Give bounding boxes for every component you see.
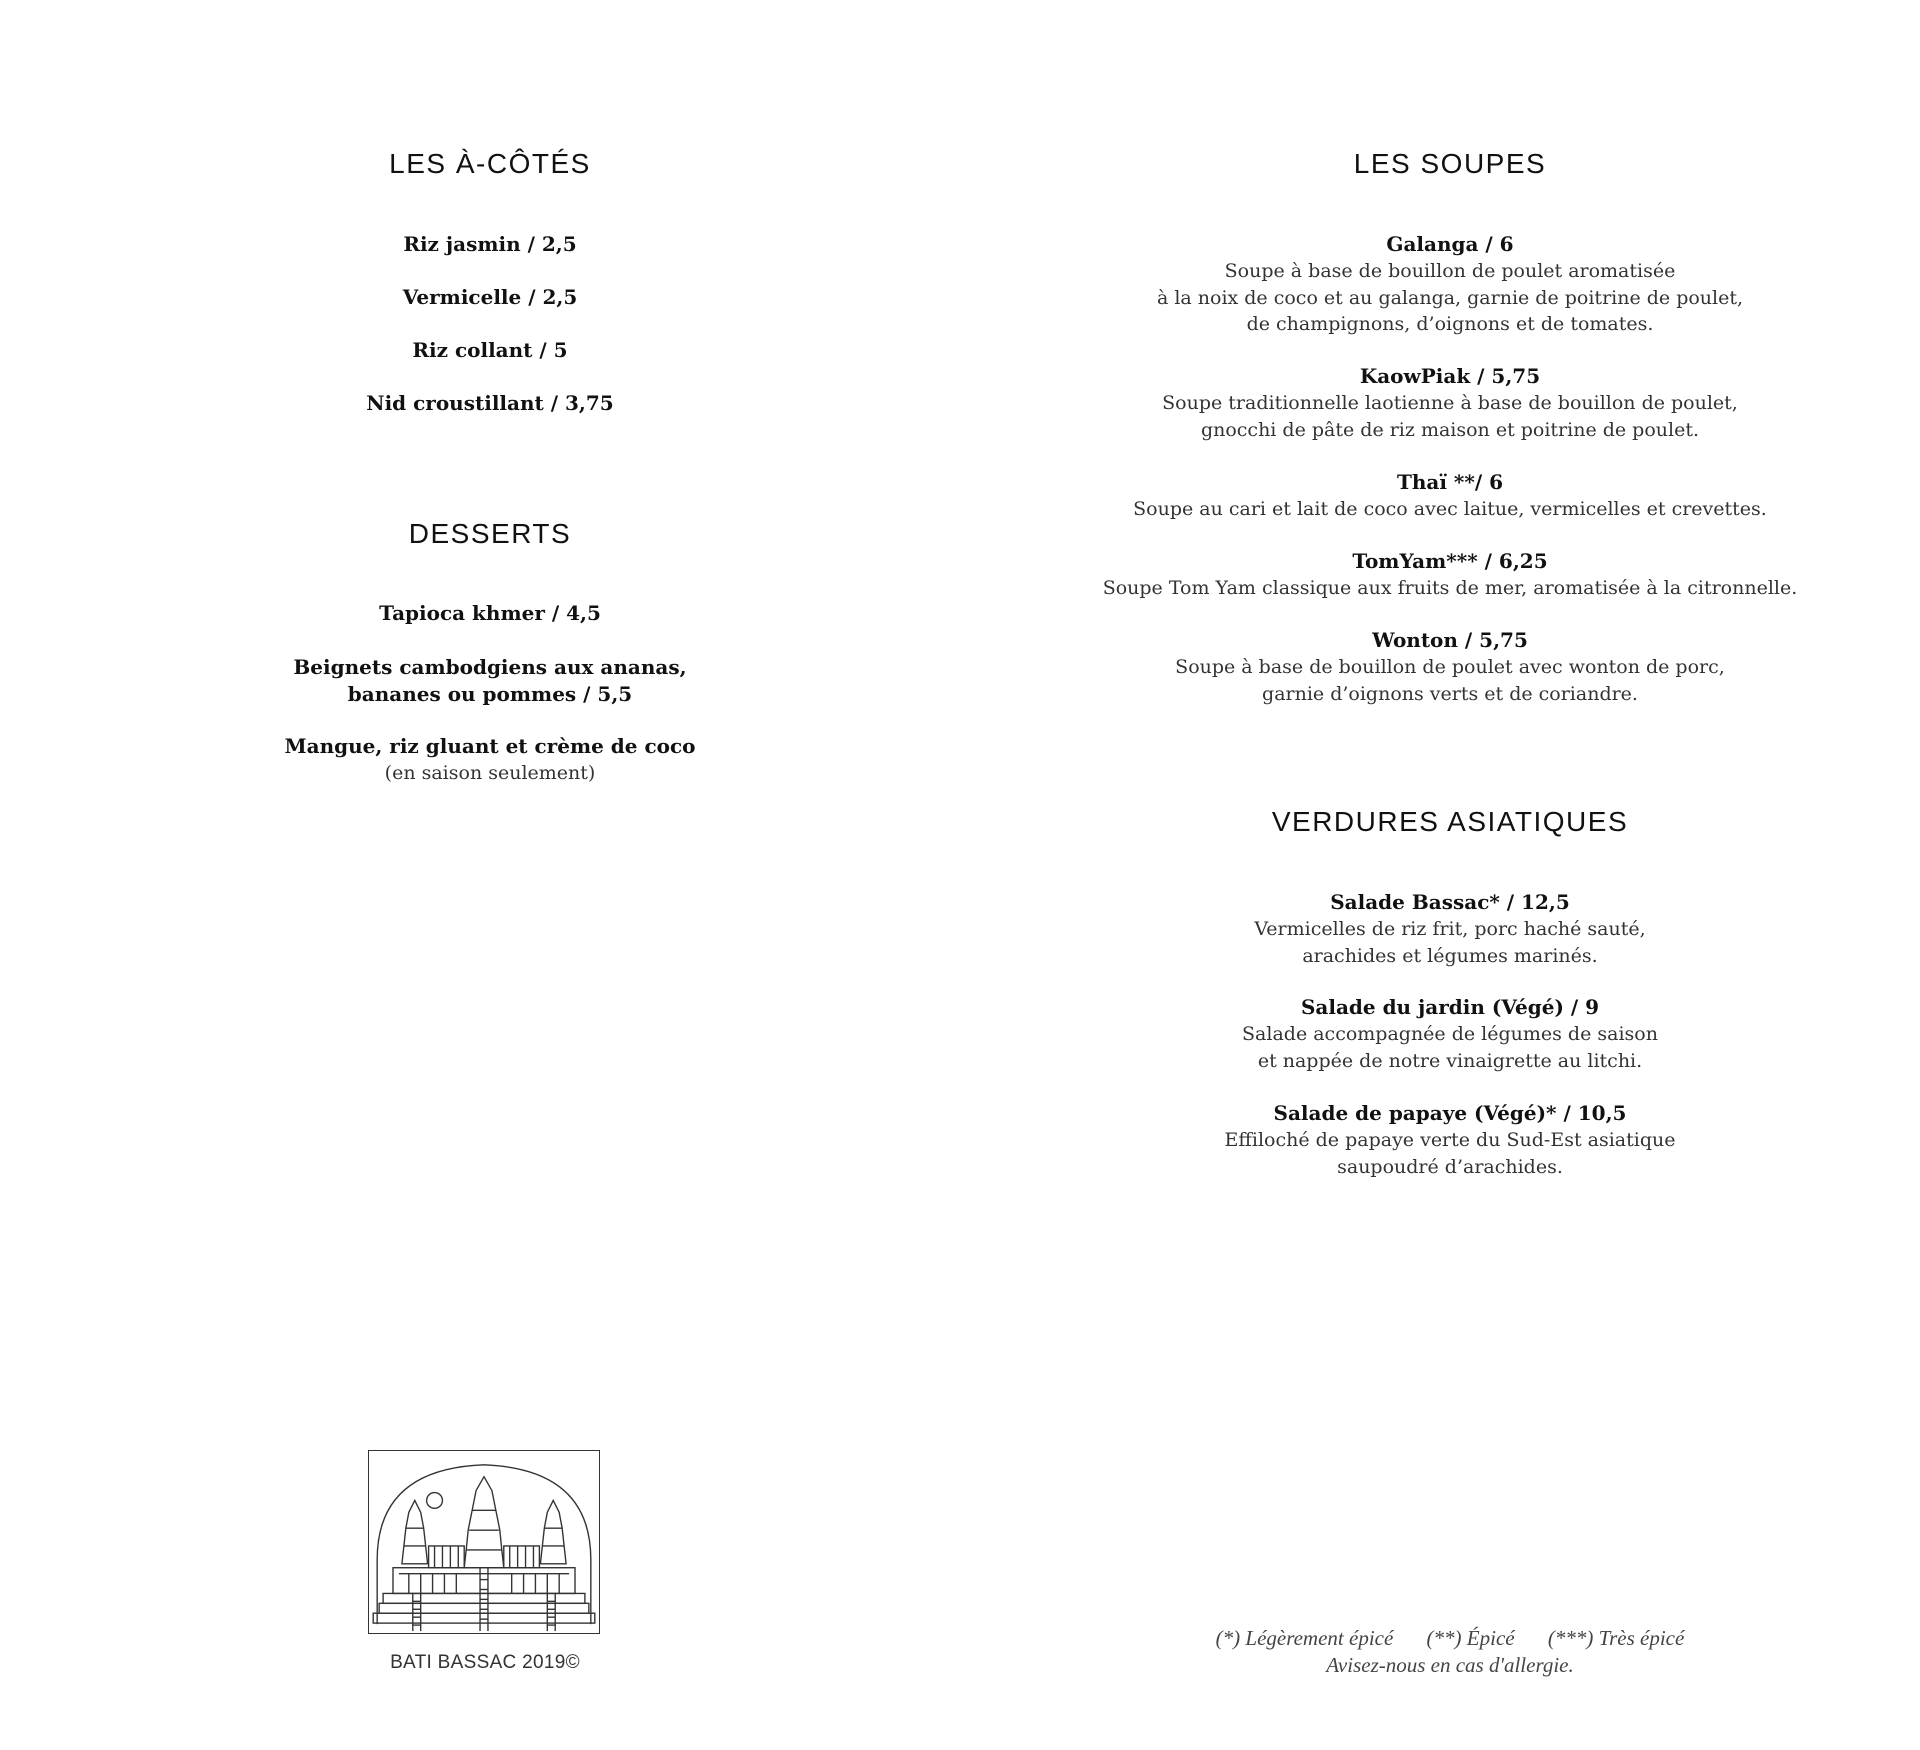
menu-item-name: Nid croustillant / 3,75 bbox=[366, 391, 614, 415]
menu-item-description: et nappée de notre vinaigrette au litchi. bbox=[1257, 1049, 1643, 1072]
menu-item-name: Mangue, riz gluant et crème de coco bbox=[284, 734, 696, 758]
menu-item-description: Soupe à base de bouillon de poulet avec wonton de porc, bbox=[1175, 656, 1725, 678]
menu-item-description: Soupe traditionnelle laotienne à base de bouillon de poulet, bbox=[1162, 392, 1738, 414]
menu-item-description: gnocchi de pâte de riz maison et poitrine de poulet. bbox=[1200, 418, 1700, 441]
menu-item-name: Salade de papaye (Végé)* / 10,5 bbox=[1273, 1101, 1627, 1125]
menu-item-description: Soupe au cari et lait de coco avec laitue, vermicelles et crevettes. bbox=[1133, 498, 1767, 520]
menu-item-name: bananes ou pommes / 5,5 bbox=[347, 682, 633, 706]
menu-item bbox=[1080, 889, 1820, 969]
menu-item bbox=[180, 337, 800, 364]
menu-item-description: de champignons, d’oignons et de tomates. bbox=[1246, 313, 1654, 335]
menu-item-description: Soupe à base de bouillon de poulet aromatisée bbox=[1224, 260, 1676, 282]
menu-item bbox=[1080, 627, 1820, 707]
menu-item-description: garnie d’oignons verts et de coriandre. bbox=[1262, 682, 1638, 705]
accompaniments-title: LES À-CÔTÉS bbox=[389, 148, 591, 179]
allergy-note: Avisez-nous en cas d'allergie. bbox=[1326, 1653, 1574, 1677]
menu-item-name: Vermicelle / 2,5 bbox=[402, 285, 578, 309]
soups-title: LES SOUPES bbox=[1353, 148, 1547, 179]
desserts-title: DESSERTS bbox=[408, 518, 572, 549]
menu-item bbox=[180, 284, 800, 311]
menu-item-description: à la noix de coco et au galanga, garnie de poitrine de poulet, bbox=[1156, 286, 1744, 309]
menu-item bbox=[1080, 994, 1820, 1074]
menu-item-description: Vermicelles de riz frit, porc haché sauté, bbox=[1254, 918, 1646, 940]
menu-item-name: Beignets cambodgiens aux ananas, bbox=[293, 655, 687, 679]
menu-item bbox=[180, 733, 800, 787]
menu-item-name: Thaï **/ 6 bbox=[1396, 470, 1504, 494]
copyright-text: BATI BASSAC 2019© bbox=[390, 1652, 580, 1673]
menu-item-name: Riz jasmin / 2,5 bbox=[403, 232, 577, 256]
menu-item bbox=[1080, 548, 1820, 602]
temple-logo-icon bbox=[368, 1450, 600, 1634]
greens-section bbox=[1080, 805, 1820, 839]
menu-item bbox=[180, 390, 800, 417]
menu-item-name: Wonton / 5,75 bbox=[1372, 628, 1528, 652]
menu-item-description: Effiloché de papaye verte du Sud-Est asiatique bbox=[1224, 1129, 1676, 1151]
menu-item bbox=[180, 600, 800, 627]
menu-item-description: arachides et légumes marinés. bbox=[1302, 944, 1598, 967]
menu-item-description: saupoudré d’arachides. bbox=[1337, 1155, 1563, 1178]
legend-very-spicy: (***) Très épicé bbox=[1547, 1626, 1685, 1650]
menu-item bbox=[1080, 1100, 1820, 1180]
menu-item bbox=[1080, 469, 1820, 523]
menu-item-name: Salade Bassac* / 12,5 bbox=[1330, 890, 1570, 914]
menu-item bbox=[180, 231, 800, 258]
menu-item-name: Tapioca khmer / 4,5 bbox=[379, 601, 601, 625]
soups-section bbox=[1080, 147, 1820, 181]
menu-item-name: TomYam*** / 6,25 bbox=[1352, 549, 1548, 573]
menu-item-name: Riz collant / 5 bbox=[412, 338, 568, 362]
spice-legend bbox=[1080, 1625, 1820, 1679]
menu-item bbox=[1080, 363, 1820, 443]
menu-item-name: KaowPiak / 5,75 bbox=[1359, 364, 1541, 388]
desserts-section bbox=[180, 517, 800, 551]
menu-item-name: Salade du jardin (Végé) / 9 bbox=[1300, 995, 1600, 1019]
menu-item bbox=[1080, 231, 1820, 338]
menu-item-name: Galanga / 6 bbox=[1386, 232, 1514, 256]
spice-legend-row bbox=[1080, 1625, 1820, 1652]
menu-item-description: Soupe Tom Yam classique aux fruits de mer, aromatisée à la citronnelle. bbox=[1102, 577, 1798, 599]
menu-item-description: (en saison seulement) bbox=[384, 762, 596, 784]
menu-item bbox=[180, 654, 800, 708]
legend-spicy: (**) Épicé bbox=[1426, 1626, 1515, 1650]
greens-title: VERDURES ASIATIQUES bbox=[1271, 806, 1629, 837]
accompaniments-section bbox=[180, 147, 800, 181]
legend-mild: (*) Légèrement épicé bbox=[1215, 1626, 1394, 1650]
menu-item-description: Salade accompagnée de légumes de saison bbox=[1242, 1023, 1658, 1045]
